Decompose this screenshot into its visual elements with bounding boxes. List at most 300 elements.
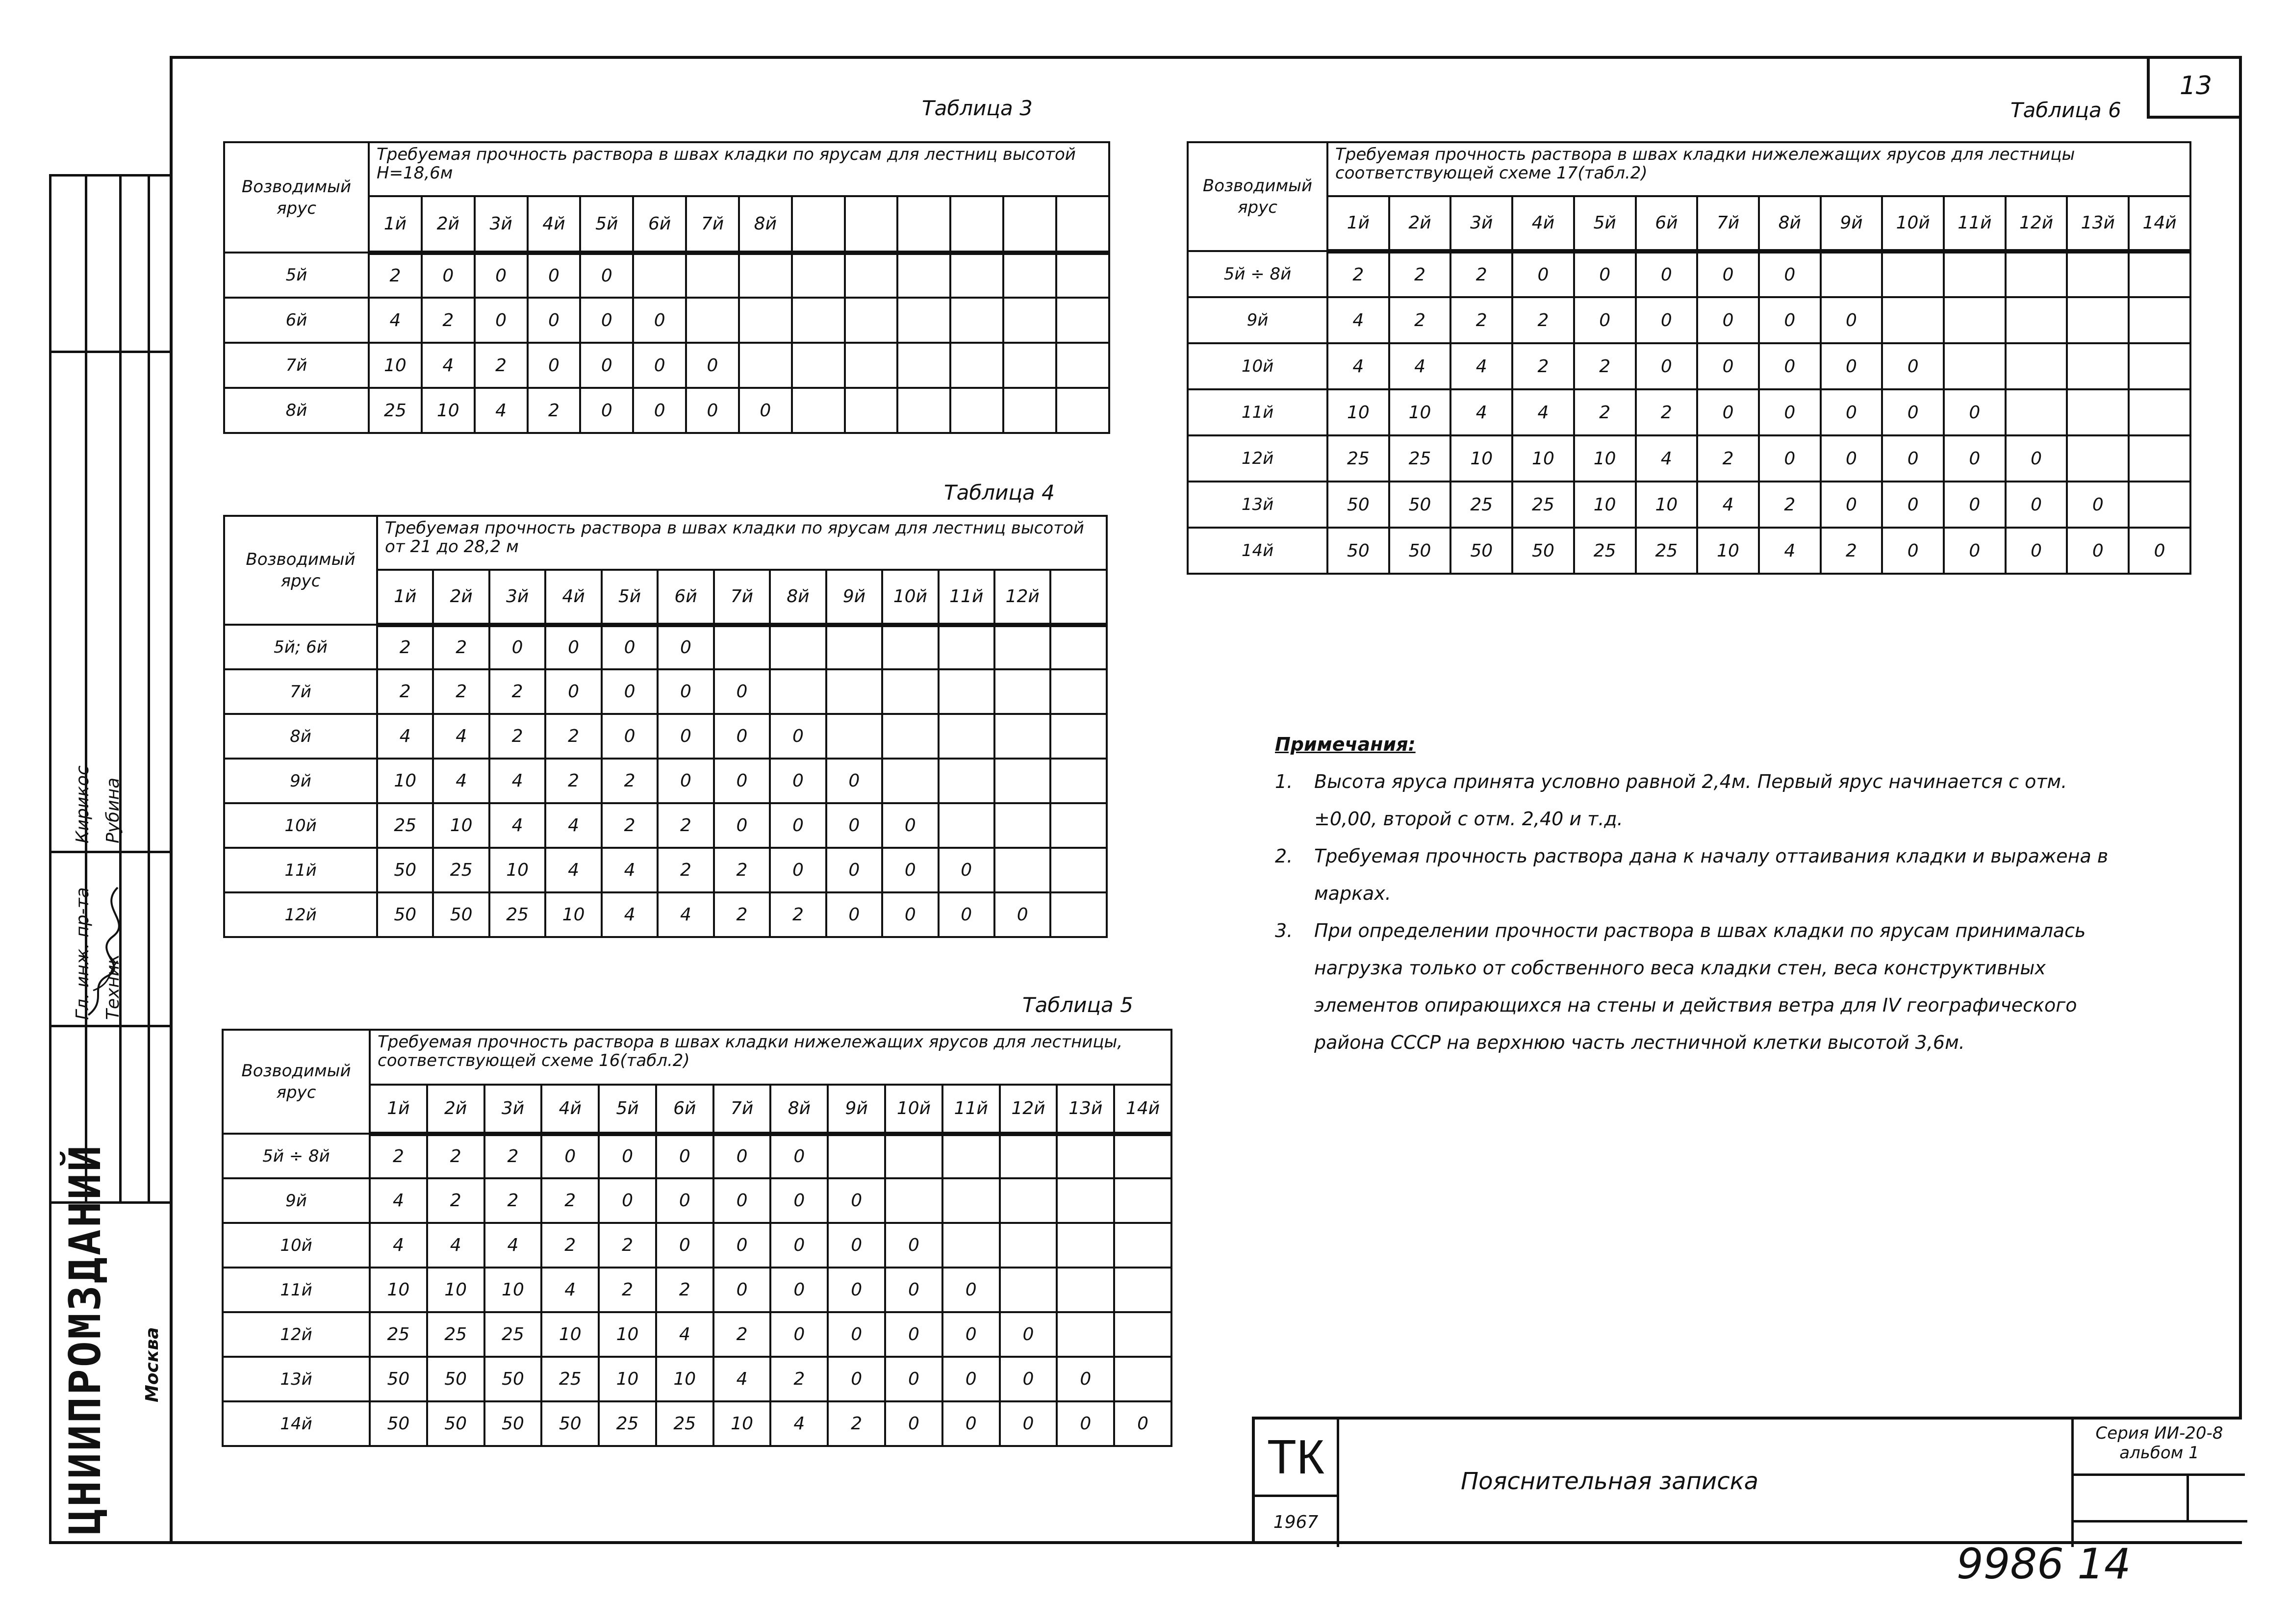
table-cell — [2129, 482, 2190, 528]
table3-caption: Таблица 3 — [922, 96, 1033, 120]
table-cell — [1050, 625, 1107, 669]
table-cell: 0 — [528, 298, 581, 343]
table-cell: 0 — [714, 714, 770, 759]
table-row — [224, 298, 1109, 343]
column-header: 1й — [369, 196, 422, 253]
tier-label: 10й — [223, 1223, 370, 1268]
tier-label: 11й — [224, 848, 377, 892]
table-cell — [994, 759, 1050, 803]
table-row — [223, 1268, 1171, 1312]
column-header: 3й — [475, 196, 528, 253]
table-cell: 0 — [939, 892, 994, 937]
table-cell — [845, 343, 898, 388]
table5-caption: Таблица 5 — [1022, 993, 1133, 1017]
side-role-technician: Техник — [103, 954, 123, 1020]
table-cell: 0 — [828, 1268, 885, 1312]
table-cell: 2 — [433, 669, 489, 714]
table-cell: 0 — [828, 1312, 885, 1357]
table-cell: 25 — [1636, 528, 1698, 574]
table-cell — [770, 669, 826, 714]
table-cell: 0 — [713, 1178, 771, 1223]
stamp-series-line2: альбом 1 — [2119, 1443, 2199, 1463]
table-cell: 4 — [656, 1312, 713, 1357]
table-cell — [792, 298, 845, 343]
table-cell — [882, 759, 938, 803]
table-row — [224, 803, 1107, 848]
table-cell: 4 — [489, 803, 545, 848]
table-cell — [882, 625, 938, 669]
table-cell: 4 — [602, 892, 658, 937]
table-cell: 2 — [427, 1178, 484, 1223]
table-cell — [826, 669, 882, 714]
table-cell: 50 — [377, 892, 433, 937]
table-cell: 0 — [580, 298, 633, 343]
table-cell: 0 — [580, 343, 633, 388]
tier-label: 12й — [1188, 435, 1327, 482]
note-text: Требуемая прочность раствора дана к началу оттаивания кладки и выражена в марках. — [1314, 845, 2109, 904]
table-cell: 2 — [545, 759, 601, 803]
tier-label: 12й — [223, 1312, 370, 1357]
table-cell: 2 — [427, 1134, 484, 1178]
table-cell: 0 — [545, 625, 601, 669]
row-header-label: Возводимый ярус — [224, 516, 377, 625]
table-cell: 10 — [422, 388, 475, 433]
table-cell: 50 — [370, 1401, 427, 1446]
table-cell — [2006, 343, 2067, 389]
table-cell: 25 — [1512, 482, 1574, 528]
table-cell: 0 — [828, 1223, 885, 1268]
table-cell: 0 — [1944, 482, 2006, 528]
table-cell: 0 — [1057, 1401, 1114, 1446]
table-cell: 0 — [658, 759, 713, 803]
table-cell: 2 — [1450, 297, 1512, 343]
table-cell: 25 — [370, 1312, 427, 1357]
table-cell: 4 — [433, 714, 489, 759]
table-row — [1188, 482, 2190, 528]
table-cell — [2067, 435, 2129, 482]
table-cell — [939, 625, 994, 669]
tier-label: 5й; 6й — [224, 625, 377, 669]
table-cell: 0 — [1000, 1401, 1057, 1446]
notes-title: Примечания: — [1275, 734, 1416, 755]
table-row — [224, 848, 1107, 892]
column-header: 12й — [1000, 1085, 1057, 1134]
table-row — [223, 1223, 1171, 1268]
table-cell: 4 — [370, 1178, 427, 1223]
table-cell: 4 — [770, 1401, 828, 1446]
table-cell: 50 — [1327, 482, 1389, 528]
table-cell: 2 — [658, 803, 713, 848]
table-cell: 2 — [528, 388, 581, 433]
table-cell: 10 — [541, 1312, 599, 1357]
table-cell — [1114, 1178, 1171, 1223]
table-cell: 10 — [1574, 482, 1636, 528]
table-cell — [2067, 297, 2129, 343]
table-cell — [939, 714, 994, 759]
tier-label: 8й — [224, 388, 369, 433]
column-header: 3й — [484, 1085, 542, 1134]
column-header: 9й — [1821, 196, 1882, 251]
table-cell: 0 — [1057, 1357, 1114, 1401]
table-cell: 0 — [475, 298, 528, 343]
table-cell: 0 — [633, 298, 686, 343]
column-header — [1050, 570, 1107, 625]
table-cell: 2 — [714, 892, 770, 937]
table-cell: 2 — [377, 669, 433, 714]
table-cell: 10 — [1574, 435, 1636, 482]
sheet-number: 13 — [2147, 56, 2242, 119]
row-header-label: Возводимый ярус — [224, 142, 369, 253]
table-cell: 2 — [475, 343, 528, 388]
table-row — [224, 714, 1107, 759]
table-cell: 10 — [713, 1401, 771, 1446]
table-cell: 0 — [713, 1134, 771, 1178]
column-header — [897, 196, 950, 253]
table-cell: 4 — [1697, 482, 1759, 528]
table-cell: 0 — [489, 625, 545, 669]
table-cell — [1050, 759, 1107, 803]
table-cell: 0 — [882, 892, 938, 937]
table-row — [224, 892, 1107, 937]
table-cell: 0 — [541, 1134, 599, 1178]
table-cell: 0 — [882, 848, 938, 892]
column-header: 11й — [939, 570, 994, 625]
table-cell — [939, 669, 994, 714]
tier-label: 12й — [224, 892, 377, 937]
column-header: 5й — [1574, 196, 1636, 251]
table-cell — [2129, 251, 2190, 297]
table-cell: 25 — [484, 1312, 542, 1357]
table-cell: 25 — [427, 1312, 484, 1357]
table-cell: 0 — [770, 1178, 828, 1223]
column-header: 8й — [770, 570, 826, 625]
note-number: 2. — [1275, 845, 1293, 867]
table-cell: 50 — [370, 1357, 427, 1401]
table-3 — [223, 141, 1110, 434]
table-cell: 0 — [1574, 297, 1636, 343]
table-cell: 50 — [541, 1401, 599, 1446]
table-cell: 2 — [1574, 343, 1636, 389]
table-cell: 0 — [770, 1134, 828, 1178]
table-cell: 10 — [656, 1357, 713, 1401]
table-cell: 0 — [770, 1223, 828, 1268]
table-cell: 50 — [1512, 528, 1574, 574]
table-cell — [1882, 297, 1944, 343]
table-cell — [845, 388, 898, 433]
table-cell: 2 — [658, 848, 713, 892]
table-cell: 2 — [489, 714, 545, 759]
organization-name: ЦНИИПРОМЗДАНИЙ — [60, 1143, 110, 1535]
table6-caption: Таблица 6 — [2010, 98, 2121, 122]
tier-label: 9й — [223, 1178, 370, 1223]
table-cell — [739, 253, 792, 298]
column-header: 11й — [942, 1085, 1000, 1134]
table-cell — [2006, 389, 2067, 435]
table-cell: 4 — [1636, 435, 1698, 482]
table-cell: 0 — [826, 892, 882, 937]
table-cell: 0 — [1944, 435, 2006, 482]
note-number: 1. — [1275, 771, 1293, 792]
table-cell — [686, 253, 739, 298]
table-cell: 0 — [714, 669, 770, 714]
table-cell — [885, 1134, 942, 1178]
table-cell: 0 — [1944, 389, 2006, 435]
stamp-divider — [2074, 1520, 2247, 1522]
table-cell: 2 — [714, 848, 770, 892]
table-5 — [222, 1029, 1172, 1447]
table-cell: 0 — [1882, 482, 1944, 528]
table-cell: 2 — [422, 298, 475, 343]
column-header: 7й — [713, 1085, 771, 1134]
column-header: 4й — [528, 196, 581, 253]
table-cell — [939, 759, 994, 803]
table-cell: 10 — [1512, 435, 1574, 482]
table-cell — [2067, 389, 2129, 435]
table-cell: 2 — [1450, 251, 1512, 297]
table-cell: 0 — [942, 1312, 1000, 1357]
table-cell: 0 — [599, 1178, 656, 1223]
side-name-2: Рубина — [103, 777, 123, 843]
table-cell — [882, 714, 938, 759]
column-header: 12й — [2006, 196, 2067, 251]
signature — [78, 878, 127, 1025]
side-divider — [51, 851, 172, 853]
column-header: 6й — [1636, 196, 1698, 251]
table-cell — [1944, 343, 2006, 389]
table-cell: 2 — [489, 669, 545, 714]
column-header — [792, 196, 845, 253]
column-header: 5й — [599, 1085, 656, 1134]
table-cell — [2129, 435, 2190, 482]
table-cell: 0 — [1697, 251, 1759, 297]
table-cell — [1114, 1312, 1171, 1357]
table-cell: 4 — [489, 759, 545, 803]
tier-label: 7й — [224, 669, 377, 714]
table-cell: 4 — [1759, 528, 1821, 574]
table-cell: 2 — [1759, 482, 1821, 528]
table-cell — [2006, 297, 2067, 343]
table-cell: 0 — [602, 625, 658, 669]
table-cell: 4 — [475, 388, 528, 433]
table-cell — [994, 669, 1050, 714]
tier-label: 9й — [1188, 297, 1327, 343]
tier-label: 6й — [224, 298, 369, 343]
table-cell: 0 — [770, 848, 826, 892]
table-cell: 4 — [1450, 389, 1512, 435]
stamp-series-line1: Серия ИИ-20-8 — [2095, 1423, 2223, 1443]
table-cell: 2 — [369, 253, 422, 298]
table-cell: 0 — [1882, 343, 1944, 389]
table-cell — [950, 298, 1003, 343]
table-cell: 10 — [1636, 482, 1698, 528]
table-cell — [792, 253, 845, 298]
table-cell: 0 — [885, 1268, 942, 1312]
table-cell: 2 — [1512, 297, 1574, 343]
tier-label: 13й — [223, 1357, 370, 1401]
table-cell — [739, 343, 792, 388]
column-header: 6й — [633, 196, 686, 253]
table-cell: 10 — [599, 1357, 656, 1401]
table-cell: 2 — [545, 714, 601, 759]
notes-block — [1275, 726, 2109, 1061]
table-row — [223, 1178, 1171, 1223]
table-cell: 25 — [656, 1401, 713, 1446]
table-cell — [994, 848, 1050, 892]
column-header: 4й — [545, 570, 601, 625]
table-cell — [897, 298, 950, 343]
table-cell: 2 — [602, 759, 658, 803]
table-cell — [897, 388, 950, 433]
column-header: 4й — [541, 1085, 599, 1134]
table-cell: 0 — [528, 253, 581, 298]
table-cell: 0 — [1759, 389, 1821, 435]
table-cell: 0 — [633, 388, 686, 433]
table-cell — [714, 625, 770, 669]
table-cell: 50 — [427, 1401, 484, 1446]
table-cell: 0 — [2006, 482, 2067, 528]
column-header: 3й — [489, 570, 545, 625]
stamp-series — [2071, 1420, 2245, 1476]
table-cell: 25 — [1450, 482, 1512, 528]
table4-caption: Таблица 4 — [944, 481, 1055, 505]
table-cell — [1944, 251, 2006, 297]
table-cell: 0 — [885, 1401, 942, 1446]
table-cell: 4 — [1327, 297, 1389, 343]
table-row — [223, 1312, 1171, 1357]
tier-label: 9й — [224, 759, 377, 803]
table-cell: 0 — [1636, 251, 1698, 297]
table-cell: 2 — [541, 1223, 599, 1268]
table-cell: 0 — [885, 1223, 942, 1268]
table-cell: 50 — [377, 848, 433, 892]
table-cell: 2 — [599, 1268, 656, 1312]
table-cell — [1882, 251, 1944, 297]
table-cell: 4 — [713, 1357, 771, 1401]
tier-label: 7й — [224, 343, 369, 388]
tier-label: 11й — [223, 1268, 370, 1312]
tier-label: 10й — [1188, 343, 1327, 389]
table-cell: 0 — [1882, 389, 1944, 435]
tier-label: 13й — [1188, 482, 1327, 528]
table-cell: 4 — [369, 298, 422, 343]
table-cell: 2 — [828, 1401, 885, 1446]
table-cell: 0 — [882, 803, 938, 848]
table-cell — [1057, 1312, 1114, 1357]
table-row — [1188, 251, 2190, 297]
table-cell: 0 — [2006, 528, 2067, 574]
table-cell — [1057, 1134, 1114, 1178]
table-header: Требуемая прочность раствора в швах кладки нижележащих ярусов для лестницы соответствующей схеме 17(табл.2) — [1327, 142, 2190, 196]
table-row — [1188, 389, 2190, 435]
table-cell: 0 — [2129, 528, 2190, 574]
table-cell: 0 — [770, 1268, 828, 1312]
table-cell: 0 — [422, 253, 475, 298]
table-cell: 25 — [369, 388, 422, 433]
table-cell: 0 — [770, 759, 826, 803]
table-cell — [994, 625, 1050, 669]
city-name: Москва — [142, 1327, 162, 1402]
table-row — [224, 669, 1107, 714]
table-cell — [1000, 1178, 1057, 1223]
table-row — [1188, 435, 2190, 482]
table-cell: 50 — [1327, 528, 1389, 574]
table-cell: 2 — [770, 892, 826, 937]
table-cell: 0 — [1636, 343, 1698, 389]
table-cell — [845, 298, 898, 343]
table-cell: 0 — [602, 714, 658, 759]
table-cell: 10 — [545, 892, 601, 937]
table-cell — [1057, 1178, 1114, 1223]
side-divider — [148, 174, 150, 1204]
table-cell — [826, 714, 882, 759]
table-cell: 0 — [1512, 251, 1574, 297]
table-cell: 4 — [1327, 343, 1389, 389]
table-cell — [1056, 343, 1109, 388]
table-cell: 0 — [1821, 343, 1882, 389]
side-name-1: Кирикос — [73, 765, 93, 843]
table-cell — [739, 298, 792, 343]
table-cell: 0 — [658, 625, 713, 669]
table-cell — [1050, 669, 1107, 714]
table-cell: 2 — [1821, 528, 1882, 574]
table-cell — [950, 253, 1003, 298]
table-cell: 50 — [1450, 528, 1512, 574]
table-row — [224, 343, 1109, 388]
column-header: 5й — [602, 570, 658, 625]
tier-label: 14й — [1188, 528, 1327, 574]
table-cell: 0 — [1821, 389, 1882, 435]
table-cell: 0 — [828, 1178, 885, 1223]
column-header: 2й — [1389, 196, 1451, 251]
column-header: 3й — [1450, 196, 1512, 251]
column-header: 8й — [770, 1085, 828, 1134]
tier-label: 8й — [224, 714, 377, 759]
column-header — [845, 196, 898, 253]
row-header-label: Возводимый ярус — [223, 1030, 370, 1134]
table-row — [224, 388, 1109, 433]
table-cell: 10 — [427, 1268, 484, 1312]
table-cell — [1114, 1357, 1171, 1401]
table-cell — [1056, 253, 1109, 298]
table-cell: 4 — [541, 1268, 599, 1312]
table-cell — [1050, 803, 1107, 848]
table-cell — [1114, 1268, 1171, 1312]
table-cell: 25 — [489, 892, 545, 937]
table-cell — [1821, 251, 1882, 297]
stamp-sheet-cell — [2071, 1476, 2245, 1547]
tier-label: 14й — [223, 1401, 370, 1446]
table-cell: 0 — [1759, 343, 1821, 389]
table-cell — [792, 388, 845, 433]
table-cell — [2006, 251, 2067, 297]
table-cell: 2 — [484, 1134, 542, 1178]
table-cell: 4 — [433, 759, 489, 803]
stamp-divider — [2187, 1476, 2189, 1520]
table-cell — [897, 253, 950, 298]
table-cell — [939, 803, 994, 848]
table-cell: 2 — [541, 1178, 599, 1223]
table-cell: 0 — [1697, 343, 1759, 389]
frame-right-edge — [2239, 56, 2242, 1419]
table-cell: 0 — [545, 669, 601, 714]
table-cell: 2 — [1574, 389, 1636, 435]
table-cell: 4 — [422, 343, 475, 388]
table-cell: 2 — [1512, 343, 1574, 389]
table-cell — [885, 1178, 942, 1223]
table-6 — [1187, 141, 2191, 575]
side-divider — [85, 174, 87, 1204]
table-cell: 0 — [714, 759, 770, 803]
